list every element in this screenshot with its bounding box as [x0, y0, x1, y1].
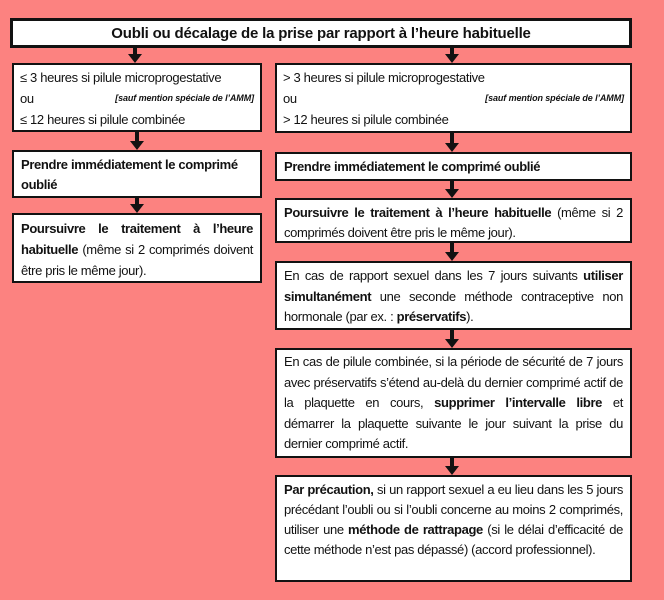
take-pill-text: Prendre immédiatement le comprimé oublié — [284, 159, 541, 174]
arrow-down-icon — [129, 132, 145, 150]
condition-line-2 — [283, 88, 624, 109]
right-continue-treatment-box: Poursuivre le traitement à l’heure habituelle (même si 2 comprimés doivent être pris le même jour). — [275, 198, 632, 243]
arrow-down-icon — [129, 198, 145, 213]
page-title: Oubli ou décalage de la prise par rapport à l’heure habituelle — [111, 24, 531, 42]
condition-line-3: > 12 heures si pilule combinée — [283, 112, 449, 127]
condition-line-1: > 3 heures si pilule microprogestative — [283, 70, 485, 85]
left-condition-box — [12, 63, 262, 132]
arrow-down-icon — [444, 133, 460, 152]
take-pill-text: Prendre immédiatement le comprimé oublié — [21, 157, 238, 192]
condition-line-1: ≤ 3 heures si pilule microprogestative — [20, 70, 222, 85]
condition-or: ou — [283, 91, 297, 106]
left-take-pill-box — [12, 150, 262, 198]
right-condition-box — [275, 63, 632, 133]
title-box — [10, 18, 632, 48]
arrow-down-icon — [444, 48, 460, 63]
right-take-pill-box — [275, 152, 632, 181]
arrow-down-icon — [444, 181, 460, 198]
condition-line-3: ≤ 12 heures si pilule combinée — [20, 112, 186, 127]
arrow-down-icon — [127, 48, 143, 63]
arrow-down-icon — [444, 243, 460, 261]
amm-note: [sauf mention spéciale de l’AMM] — [485, 93, 624, 103]
precaution-box: Par précaution, si un rapport sexuel a eu lieu dans les 5 jours précédant l’oubli ou si l’oubli concerne au moins 2 comprimés, utiliser une méthode de rattrapage (si le délai d’efficacité de cette méthode n’est pas dépassé) (accord professionnel). — [275, 475, 632, 582]
condition-or: ou — [20, 91, 34, 106]
arrow-down-icon — [444, 458, 460, 475]
backup-contraception-box: En cas de rapport sexuel dans les 7 jours suivants utiliser simultanément une seconde méthode contraceptive non hormonale (par ex. : préservatifs). — [275, 261, 632, 330]
left-continue-treatment-box: Poursuivre le traitement à l’heure habituelle (même si 2 comprimés doivent être pris le même jour). — [12, 213, 262, 283]
arrow-down-icon — [444, 330, 460, 348]
condition-line-2 — [20, 88, 254, 109]
combined-pill-box: En cas de pilule combinée, si la période de sécurité de 7 jours avec préservatifs s’étend au-delà du dernier comprimé actif de la plaquette en cours, supprimer l’intervalle libre et démarrer la plaquette suivante le jour suivant la prise du dernier comprimé actif. — [275, 348, 632, 458]
amm-note: [sauf mention spéciale de l’AMM] — [115, 93, 254, 103]
